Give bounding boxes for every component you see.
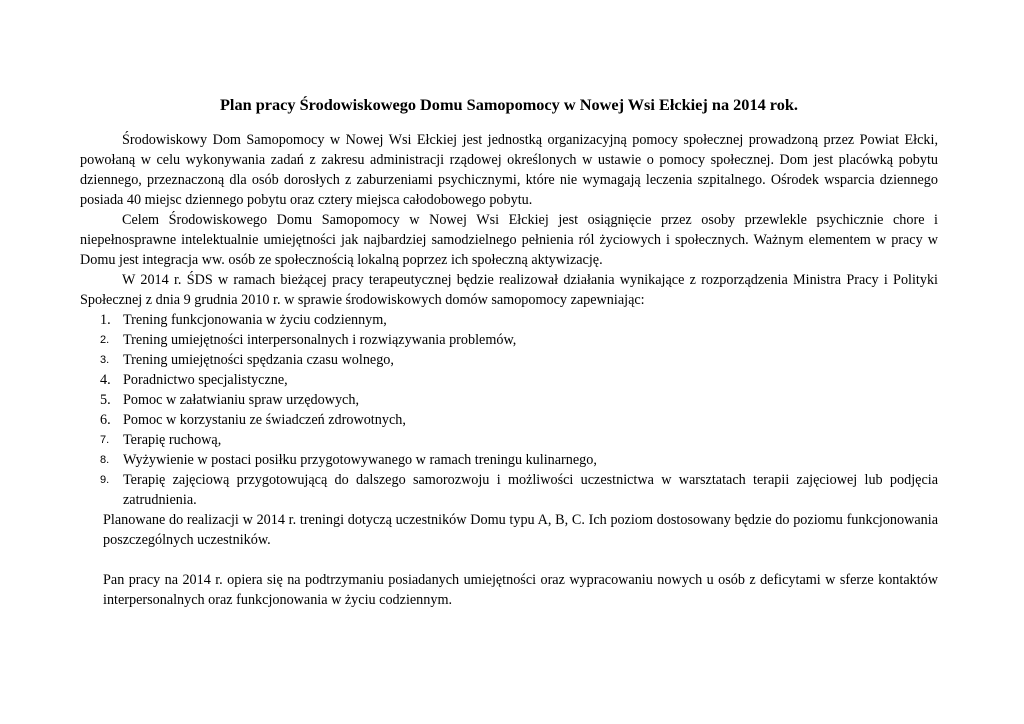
list-item-number: 2. <box>100 334 110 346</box>
list-item-text: Pomoc w korzystaniu ze świadczeń zdrowotnych, <box>123 412 406 428</box>
list-item <box>80 330 938 350</box>
list-item-text: Pomoc w załatwianiu spraw urzędowych, <box>123 392 359 408</box>
list-item-text: Terapię ruchową, <box>123 432 222 448</box>
list-item-number: 1. <box>100 312 111 328</box>
list-item <box>80 430 938 450</box>
services-list <box>80 310 938 510</box>
intro-paragraph-3: W 2014 r. ŚDS w ramach bieżącej pracy terapeutycznej będzie realizował działania wynikające z rozporządzenia Ministra Pracy i Polityki Społecznej z dnia 9 grudnia 2010 r. w sprawie środowiskowych domów samopomocy zapewniając: <box>80 272 938 308</box>
list-item-text: Trening umiejętności spędzania czasu wolnego, <box>123 352 394 368</box>
paragraph-spacer <box>80 550 938 570</box>
list-item-text: Trening umiejętności interpersonalnych i rozwiązywania problemów, <box>123 332 517 348</box>
list-item-number: 9. <box>100 474 110 486</box>
document-page <box>80 94 938 610</box>
list-item <box>80 370 938 390</box>
list-item-text: Terapię zajęciową przygotowującą do dalszego samorozwoju i możliwości uczestnictwa w warsztatach terapii zajęciowej lub podjęcia zatrudnienia. <box>123 472 938 508</box>
list-item-number: 5. <box>100 392 111 408</box>
intro-paragraph-1: Środowiskowy Dom Samopomocy w Nowej Wsi Ełckiej jest jednostką organizacyjną pomocy społecznej prowadzoną przez Powiat Ełcki, powołaną w celu wykonywania zadań z zakresu administracji rządowej określonych w ustawie o pomocy społecznej. Dom jest placówką pobytu dziennego, przeznaczoną dla osób dorosłych z zaburzeniami psychicznymi, które nie wymagają leczenia szpitalnego. Ośrodek wsparcia dziennego posiada 40 miejsc dziennego pobytu oraz cztery miejsca całodobowego pobytu. <box>80 132 938 208</box>
list-item <box>80 470 938 510</box>
list-item <box>80 410 938 430</box>
list-item-number: 6. <box>100 412 111 428</box>
closing-paragraph: Pan pracy na 2014 r. opiera się na podtrzymaniu posiadanych umiejętności oraz wypracowaniu nowych u osób z deficytami w sferze kontaktów interpersonalnych oraz funkcjonowania w życiu codziennym. <box>103 572 938 608</box>
list-item-text: Wyżywienie w postaci posiłku przygotowywanego w ramach treningu kulinarnego, <box>123 452 597 468</box>
list-item-number: 7. <box>100 434 110 446</box>
list-item <box>80 390 938 410</box>
list-item <box>80 350 938 370</box>
list-item-text: Poradnictwo specjalistyczne, <box>123 372 288 388</box>
list-item-text: Trening funkcjonowania w życiu codziennym, <box>123 312 387 328</box>
after-list-paragraph: Planowane do realizacji w 2014 r. treningi dotyczą uczestników Domu typu A, B, C. Ich poziom dostosowany będzie do poziomu funkcjonowania poszczególnych uczestników. <box>103 512 938 548</box>
document-title: Plan pracy Środowiskowego Domu Samopomocy w Nowej Wsi Ełckiej na 2014 rok. <box>219 95 798 114</box>
list-item-number: 4. <box>100 372 111 388</box>
intro-paragraph-2: Celem Środowiskowego Domu Samopomocy w Nowej Wsi Ełckiej jest osiągnięcie przez osoby przewlekle psychicznie chore i niepełnosprawne intelektualnie umiejętności jak najbardziej samodzielnego pełnienia ról życiowych i społecznych. Ważnym elementem w pracy w Domu jest integracja ww. osób ze społecznością lokalną poprzez ich społeczną aktywizację. <box>80 212 938 268</box>
list-item <box>80 450 938 470</box>
list-item <box>80 310 938 330</box>
list-item-number: 8. <box>100 454 110 466</box>
list-item-number: 3. <box>100 354 110 366</box>
